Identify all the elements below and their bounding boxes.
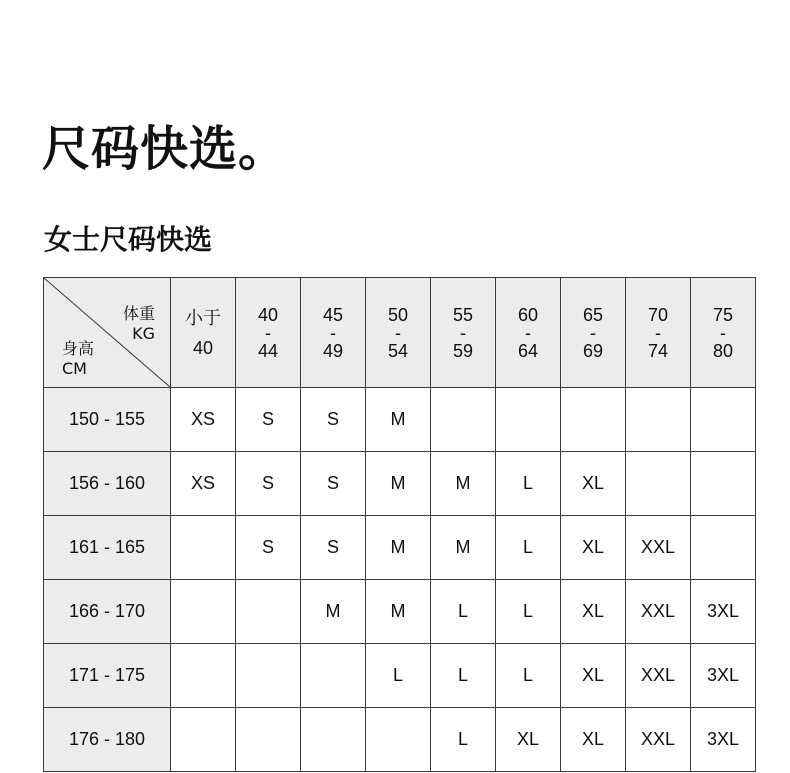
size-cell: XS [171,452,236,516]
size-cell [431,388,496,452]
size-cell [561,388,626,452]
table-row [44,580,756,644]
weight-range-end: 80 [712,340,734,361]
size-cell [301,644,366,708]
weight-range-separator: - [460,322,466,343]
weight-range-separator: - [720,322,726,343]
size-cell [691,452,756,516]
page-title: 尺码快选。 [42,121,288,177]
height-unit: CM [62,359,87,378]
size-cell: 3XL [691,644,756,708]
height-range-cell: 176 - 180 [44,708,171,772]
weight-range-start: 70 [647,304,669,325]
weight-range [323,303,343,363]
size-cell: XL [561,452,626,516]
weight-range-end: 49 [322,340,344,361]
size-cell: S [301,516,366,580]
size-cell: M [366,388,431,452]
size-cell: M [431,452,496,516]
size-cell: S [236,516,301,580]
weight-column-header [366,278,431,388]
weight-label: 体重 [122,304,155,323]
weight-range-separator: - [395,322,401,343]
size-cell: XXL [626,708,691,772]
corner-header-cell [44,278,171,388]
weight-range-separator: - [590,322,596,343]
size-chart-table [43,277,756,772]
size-cell: L [496,516,561,580]
size-cell [236,580,301,644]
weight-range-separator: - [330,322,336,343]
size-cell: XL [561,580,626,644]
size-cell [626,452,691,516]
size-cell [691,516,756,580]
size-cell: M [301,580,366,644]
height-range-cell: 156 - 160 [44,452,171,516]
weight-range-start: 小于 [185,307,221,328]
weight-unit: KG [132,324,155,343]
weight-range-separator: - [525,322,531,343]
weight-range [388,303,408,363]
size-cell: L [431,708,496,772]
table-row [44,644,756,708]
size-cell: 3XL [691,580,756,644]
size-cell: M [366,580,431,644]
size-cell: L [496,452,561,516]
weight-column-header [496,278,561,388]
size-cell: L [431,580,496,644]
weight-range-start: 55 [452,304,474,325]
size-cell: M [366,452,431,516]
weight-column-header [431,278,496,388]
weight-range-end: 69 [582,340,604,361]
size-cell [236,708,301,772]
size-cell: S [301,452,366,516]
weight-range-start: 60 [517,304,539,325]
size-cell: S [236,452,301,516]
table-row [44,708,756,772]
weight-range [518,303,538,363]
weight-range-end: 74 [647,340,669,361]
size-cell: S [236,388,301,452]
weight-range [453,303,473,363]
table-row [44,388,756,452]
weight-range-start: 65 [582,304,604,325]
weight-range-end: 40 [192,337,214,358]
weight-range [258,303,278,363]
size-cell: XL [561,644,626,708]
size-cell: L [431,644,496,708]
weight-axis-label [123,304,155,344]
weight-range-end: 54 [387,340,409,361]
weight-range-start: 50 [387,304,409,325]
size-cell: XL [561,708,626,772]
size-cell: XXL [626,580,691,644]
size-cell: L [366,644,431,708]
size-cell: XXL [626,644,691,708]
height-range-cell: 171 - 175 [44,644,171,708]
size-cell [171,708,236,772]
size-cell [171,644,236,708]
section-title: 女士尺码快选 [44,223,213,256]
size-cell [171,580,236,644]
size-cell: L [496,580,561,644]
weight-range-end: 59 [452,340,474,361]
weight-column-header [301,278,366,388]
size-cell [236,644,301,708]
height-label: 身高 [62,339,95,358]
weight-column-header [691,278,756,388]
size-cell: XXL [626,516,691,580]
size-cell [171,516,236,580]
weight-range-start: 75 [712,304,734,325]
height-range-cell: 161 - 165 [44,516,171,580]
weight-column-header [171,278,236,388]
size-cell [691,388,756,452]
weight-range [713,303,733,363]
size-cell: M [366,516,431,580]
weight-column-header [561,278,626,388]
weight-range [185,306,221,360]
weight-range-separator: - [265,322,271,343]
height-axis-label [62,339,94,379]
size-cell: 3XL [691,708,756,772]
weight-column-header [236,278,301,388]
height-range-cell: 166 - 170 [44,580,171,644]
weight-range-end: 64 [517,340,539,361]
height-range-cell: 150 - 155 [44,388,171,452]
table-row [44,516,756,580]
size-chart-body [44,388,756,772]
weight-range-start: 45 [322,304,344,325]
header-row [44,278,756,388]
weight-range-start: 40 [257,304,279,325]
size-cell [366,708,431,772]
weight-column-header [626,278,691,388]
size-cell [496,388,561,452]
size-cell: S [301,388,366,452]
weight-range-end: 44 [257,340,279,361]
weight-range [583,303,603,363]
size-cell: L [496,644,561,708]
size-cell: XS [171,388,236,452]
size-cell: XL [561,516,626,580]
size-cell: M [431,516,496,580]
table-row [44,452,756,516]
size-cell [626,388,691,452]
weight-range [648,303,668,363]
weight-range-separator: - [655,322,661,343]
size-cell: XL [496,708,561,772]
size-cell [301,708,366,772]
